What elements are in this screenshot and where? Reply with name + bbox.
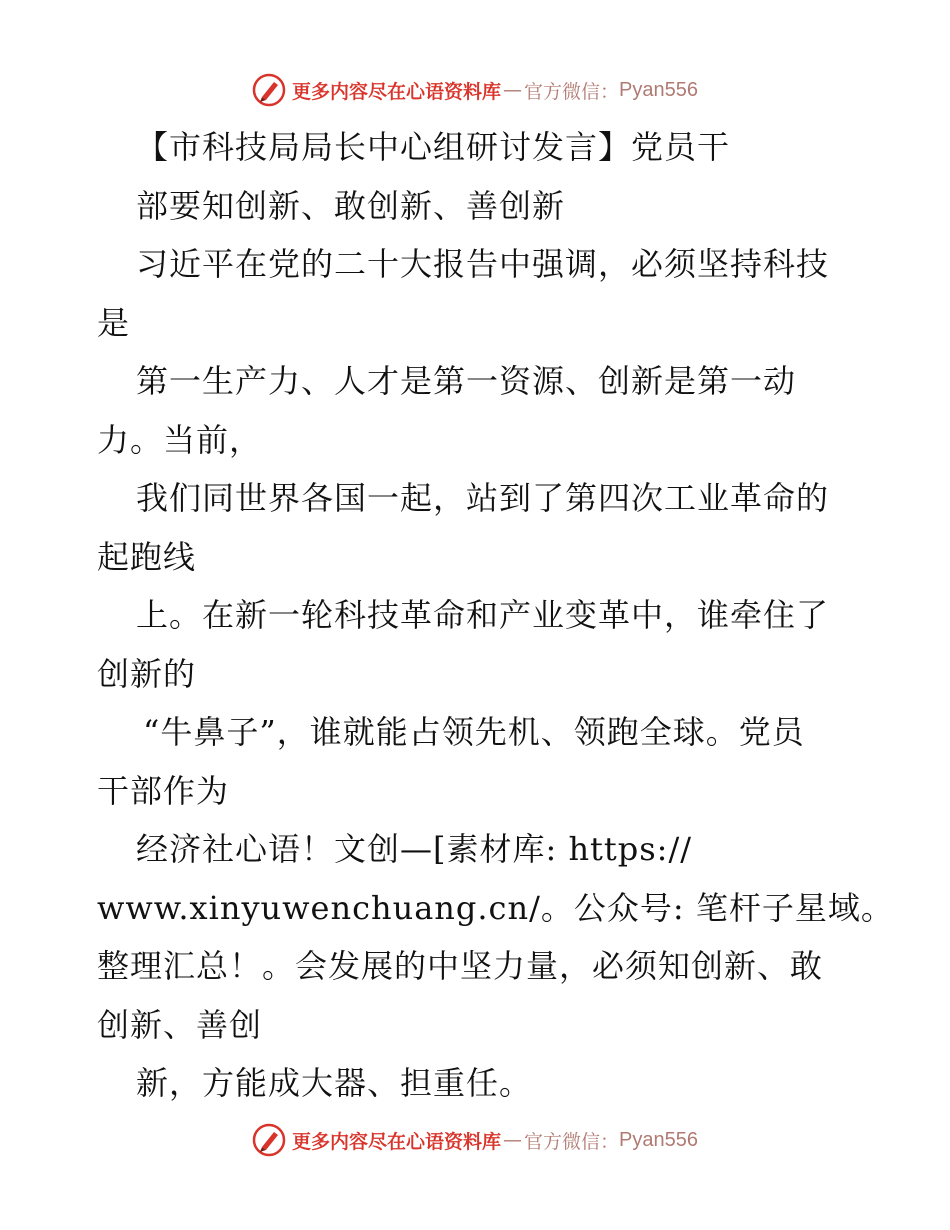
doc-line: 力。当前， bbox=[97, 420, 263, 459]
banner-separator: — bbox=[503, 1129, 523, 1151]
banner-official-label: 官方微信： bbox=[524, 80, 620, 103]
doc-line: 整理汇总！。会发展的中坚力量，必须知创新、敢 bbox=[97, 947, 824, 985]
doc-line: 起跑线 bbox=[97, 537, 197, 576]
doc-line: 干部作为 bbox=[97, 771, 230, 810]
pen-logo-icon bbox=[252, 73, 286, 107]
banner-separator: — bbox=[503, 79, 523, 101]
doc-title-line-2: 部要知创新、敢创新、善创新 bbox=[136, 186, 566, 225]
banner-site-text: 更多内容尽在心语资料库 bbox=[292, 80, 502, 103]
doc-line: 创新的 bbox=[97, 654, 197, 693]
doc-line: 经济社心语！文创—[素材库: https:// bbox=[136, 830, 693, 868]
pen-logo-icon bbox=[252, 1123, 286, 1157]
document-body bbox=[97, 118, 894, 1113]
doc-line: www.xinyuwenchuang.cn/。公众号: 笔杆子星域。 bbox=[97, 888, 894, 927]
doc-line: “牛鼻子”，谁就能占领先机、领跑全球。党员 bbox=[143, 713, 805, 751]
banner-official-label: 官方微信： bbox=[524, 1130, 620, 1153]
doc-line: 新，方能成大器、担重任。 bbox=[136, 1064, 533, 1102]
doc-line: 是 bbox=[97, 303, 131, 342]
doc-line: 我们同世界各国一起，站到了第四次工业革命的 bbox=[136, 479, 830, 517]
banner-site-text: 更多内容尽在心语资料库 bbox=[292, 1130, 502, 1153]
banner-wechat-id: Pyan556 bbox=[619, 78, 698, 101]
banner-wechat-id: Pyan556 bbox=[619, 1128, 698, 1151]
doc-line: 创新、善创 bbox=[97, 1005, 263, 1044]
doc-line: 上。在新一轮科技革命和产业变革中，谁牵住了 bbox=[136, 596, 830, 634]
doc-line: 习近平在党的二十大报告中强调，必须坚持科技 bbox=[136, 245, 830, 283]
doc-line: 第一生产力、人才是第一资源、创新是第一动 bbox=[136, 362, 797, 400]
header-banner bbox=[0, 70, 950, 110]
footer-banner bbox=[0, 1120, 950, 1160]
doc-title-line-1: 【市科技局局长中心组研讨发言】党员干 bbox=[136, 128, 731, 166]
